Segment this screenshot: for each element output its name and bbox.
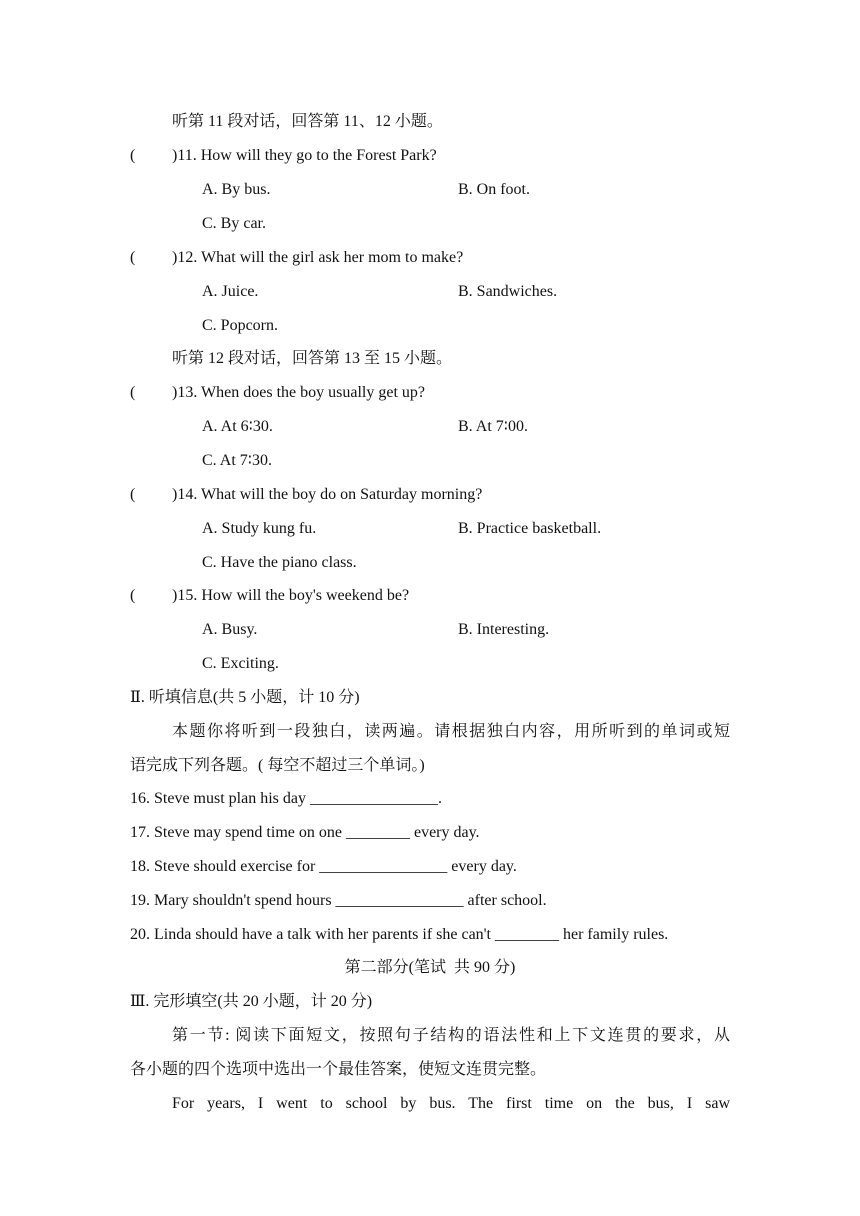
dialogue-12-intro: 听第 12 段对话，回答第 13 至 15 小题。: [172, 350, 453, 367]
q15-option-a: A. Busy.: [202, 621, 258, 638]
q13-option-c: C. At 7∶30.: [202, 452, 272, 469]
question-13: ( )13. When does the boy usually get up?: [130, 381, 425, 405]
q11-option-a: A. By bus.: [202, 181, 271, 198]
question-11-stem: 11. How will they go to the Forest Park?: [177, 147, 437, 164]
q11-option-c: C. By car.: [202, 215, 266, 232]
question-12-stem: 12. What will the girl ask her mom to make?: [177, 249, 464, 266]
fill-question-18: 18. Steve should exercise for ________________ every day.: [130, 858, 517, 875]
q15-option-b: B. Interesting.: [458, 621, 550, 638]
q13-option-b: B. At 7∶00.: [458, 418, 528, 435]
question-14-stem: 14. What will the boy do on Saturday morning?: [177, 486, 483, 503]
part-2-instructions-line-1: 本题你将听到一段独白，读两遍。请根据独白内容，用所听到的单词或短: [172, 723, 730, 740]
question-15-stem: 15. How will the boy's weekend be?: [177, 587, 410, 604]
part-3-heading: Ⅲ. 完形填空(共 20 小题，计 20 分): [130, 993, 373, 1010]
fill-question-16: 16. Steve must plan his day ________________.: [130, 790, 442, 807]
q15-option-c: C. Exciting.: [202, 655, 279, 672]
dialogue-11-intro: 听第 11 段对话，回答第 11、12 小题。: [172, 113, 443, 130]
part-3-instructions-line-1: 第一节: 阅读下面短文，按照句子结构的语法性和上下文连贯的要求，从: [172, 1027, 730, 1044]
question-11: ( )11. How will they go to the Forest Park?: [130, 144, 437, 168]
fill-question-19: 19. Mary shouldn't spend hours ________________ after school.: [130, 892, 547, 909]
q12-option-c: C. Popcorn.: [202, 317, 278, 334]
part-2-instructions-line-2: 语完成下列各题。( 每空不超过三个单词。): [130, 757, 425, 774]
q14-option-a: A. Study kung fu.: [202, 520, 317, 537]
q11-option-b: B. On foot.: [458, 181, 530, 198]
answer-bracket-13[interactable]: (: [130, 384, 136, 401]
answer-bracket-11[interactable]: (: [130, 147, 136, 164]
answer-bracket-14[interactable]: (: [130, 486, 136, 503]
part-3-instructions-line-2: 各小题的四个选项中选出一个最佳答案，使短文连贯完整。: [130, 1061, 547, 1078]
answer-bracket-12[interactable]: (: [130, 249, 136, 266]
fill-question-17: 17. Steve may spend time on one ________ every day.: [130, 824, 480, 841]
question-13-stem: 13. When does the boy usually get up?: [177, 384, 425, 401]
q12-option-a: A. Juice.: [202, 283, 259, 300]
q14-option-c: C. Have the piano class.: [202, 554, 357, 571]
part-2-heading: Ⅱ. 听填信息(共 5 小题，计 10 分): [130, 689, 360, 706]
written-part-heading: 第二部分(笔试 共 90 分): [344, 959, 516, 976]
q13-option-a: A. At 6∶30.: [202, 418, 273, 435]
q14-option-b: B. Practice basketball.: [458, 520, 602, 537]
question-12: ( )12. What will the girl ask her mom to make?: [130, 246, 463, 270]
question-15: ( )15. How will the boy's weekend be?: [130, 584, 409, 608]
answer-bracket-15[interactable]: (: [130, 587, 136, 604]
question-14: ( )14. What will the boy do on Saturday morning?: [130, 483, 482, 507]
q12-option-b: B. Sandwiches.: [458, 283, 558, 300]
fill-question-20: 20. Linda should have a talk with her parents if she can't ________ her family rules.: [130, 926, 669, 943]
passage-line-1: For years, I went to school by bus. The first time on the bus, I saw: [172, 1095, 730, 1112]
